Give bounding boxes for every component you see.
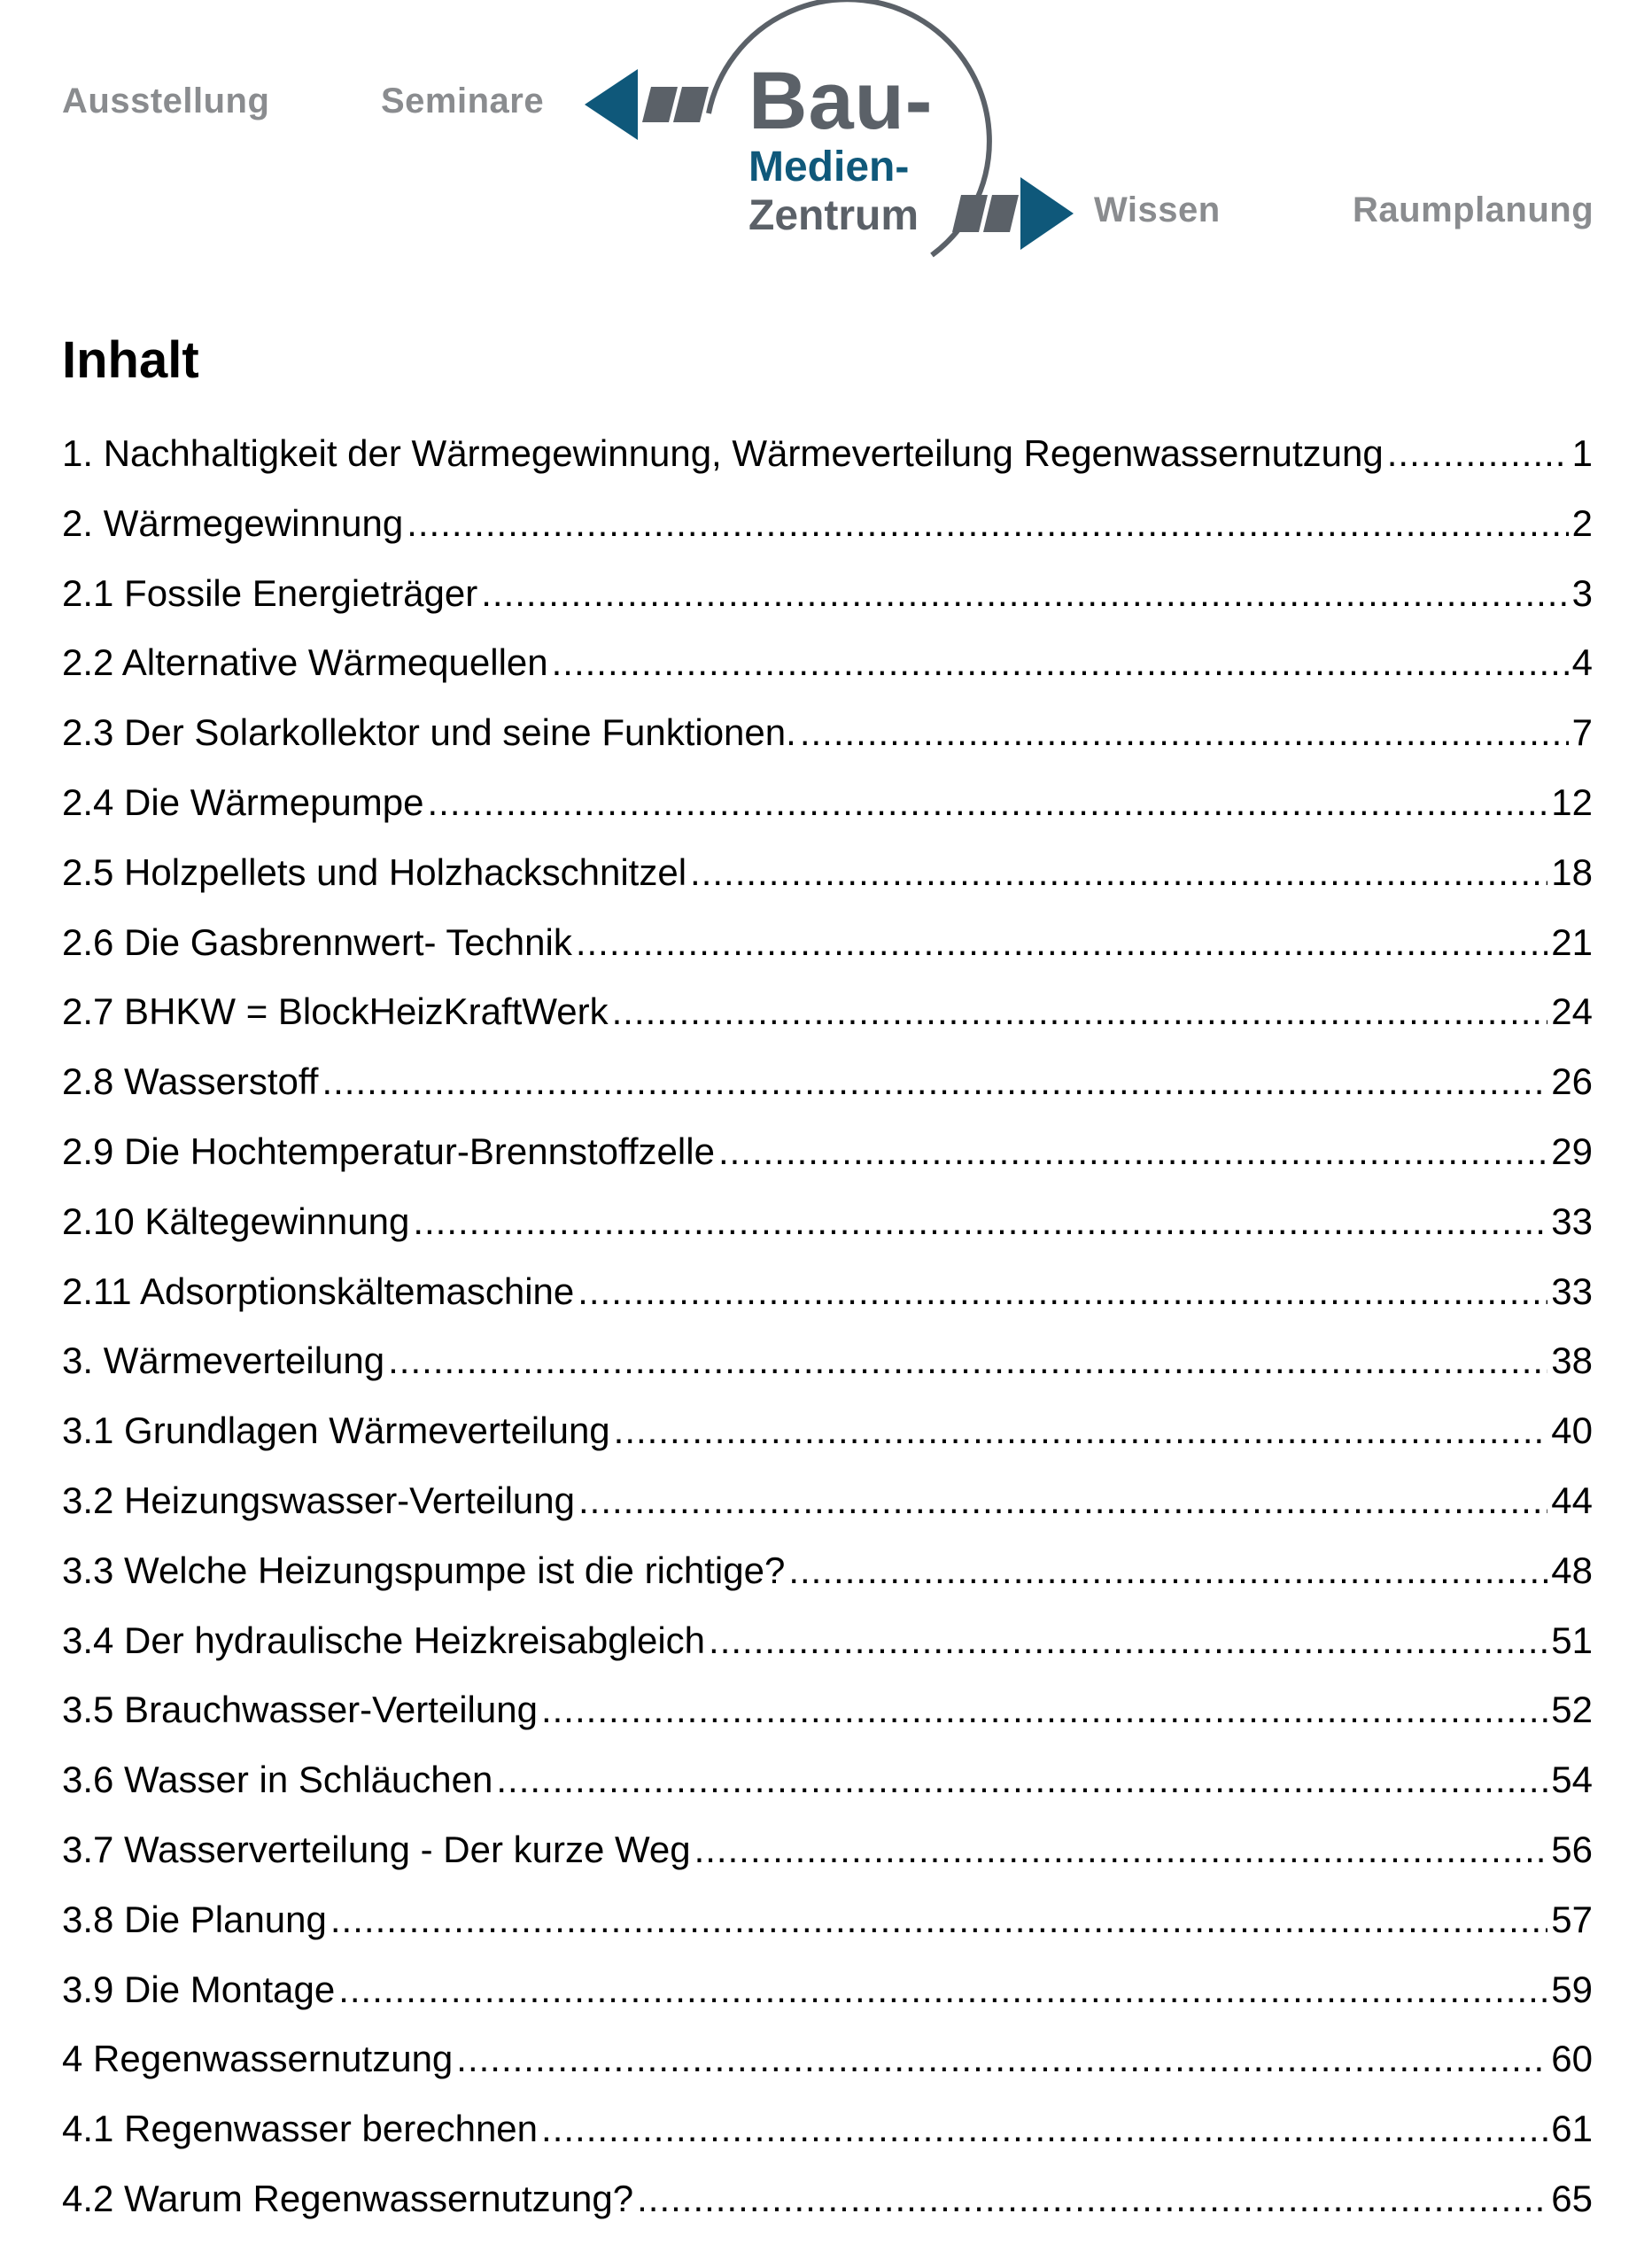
toc-dot-leader <box>481 572 1568 615</box>
logo-text-bau: Bau- <box>748 56 934 146</box>
toc-dot-leader <box>413 1200 1547 1243</box>
toc-entry-label: 1. Nachhaltigkeit der Wärmegewinnung, Wärmeverteilung Regenwassernutzung <box>62 432 1384 474</box>
toc-dot-leader <box>456 2038 1547 2080</box>
toc-page-number: 26 <box>1551 1060 1593 1103</box>
toc-entry[interactable] <box>62 1060 1593 1130</box>
toc-page-number: 44 <box>1551 1479 1593 1521</box>
toc-entry[interactable] <box>62 2178 1593 2248</box>
nav-link-wissen[interactable]: Wissen <box>1094 190 1221 229</box>
toc-entry[interactable] <box>62 1969 1593 2039</box>
toc-entry[interactable] <box>62 1829 1593 1899</box>
toc-page-number: 54 <box>1551 1759 1593 1801</box>
toc-page-number: 24 <box>1551 990 1593 1033</box>
toc-dot-leader <box>496 1759 1547 1801</box>
toc-entry-label: 2.7 BHKW = BlockHeizKraftWerk <box>62 990 609 1033</box>
toc-entry-label: 2.1 Fossile Energieträger <box>62 571 478 614</box>
toc-entry-label: 2.4 Die Wärmepumpe <box>62 781 424 823</box>
toc-page-number: 7 <box>1571 711 1593 754</box>
toc-entry[interactable] <box>62 1899 1593 1969</box>
toc-page-number: 29 <box>1551 1130 1593 1172</box>
table-of-contents <box>62 432 1593 2248</box>
toc-entry[interactable] <box>62 1550 1593 1619</box>
toc-entry-label: 3. Wärmeverteilung <box>62 1340 385 1382</box>
toc-page-number: 1 <box>1571 432 1593 474</box>
toc-entry-label: 4.1 Regenwasser berechnen <box>62 2108 539 2150</box>
toc-entry[interactable] <box>62 921 1593 991</box>
toc-entry[interactable] <box>62 572 1593 642</box>
toc-entry-label: 2. Wärmegewinnung <box>62 501 404 544</box>
logo-text-zentrum: Zentrum <box>748 192 919 239</box>
toc-page-number: 4 <box>1571 641 1593 684</box>
toc-entry[interactable] <box>62 711 1593 781</box>
toc-page-number: 57 <box>1551 1898 1593 1940</box>
toc-entry[interactable] <box>62 1689 1593 1759</box>
nav-link-seminare[interactable]: Seminare <box>381 82 545 120</box>
toc-entry-label: 2.6 Die Gasbrennwert- Technik <box>62 920 572 963</box>
toc-page-number: 3 <box>1571 571 1593 614</box>
toc-page-number: 40 <box>1551 1410 1593 1452</box>
toc-entry[interactable] <box>62 990 1593 1060</box>
toc-page-number: 51 <box>1551 1619 1593 1661</box>
toc-dot-leader <box>578 1270 1547 1313</box>
toc-entry[interactable] <box>62 1759 1593 1829</box>
toc-page-number: 2 <box>1571 501 1593 544</box>
toc-page-number: 33 <box>1551 1270 1593 1312</box>
toc-page-number: 21 <box>1551 920 1593 963</box>
toc-dot-leader <box>614 1410 1548 1452</box>
left-arrow-icon <box>585 69 709 140</box>
toc-dot-leader <box>428 781 1548 824</box>
toc-entry[interactable] <box>62 1200 1593 1270</box>
right-arrow-icon <box>952 177 1074 250</box>
toc-entry-label: 3.6 Wasser in Schläuchen <box>62 1759 493 1801</box>
toc-entry-label: 3.4 Der hydraulische Heizkreisabgleich <box>62 1619 706 1661</box>
toc-entry-label: 2.3 Der Solarkollektor und seine Funktionen. <box>62 711 796 754</box>
toc-entry[interactable] <box>62 1130 1593 1200</box>
toc-entry-label: 3.8 Die Planung <box>62 1898 327 1940</box>
toc-entry[interactable] <box>62 2108 1593 2178</box>
toc-dot-leader <box>552 641 1569 684</box>
toc-dot-leader <box>694 1829 1548 1871</box>
toc-page-number: 38 <box>1551 1340 1593 1382</box>
logo-text-medien: Medien- <box>748 144 910 190</box>
toc-entry[interactable] <box>62 1619 1593 1689</box>
toc-entry[interactable] <box>62 502 1593 572</box>
toc-entry[interactable] <box>62 641 1593 711</box>
toc-entry-label: 3.9 Die Montage <box>62 1968 336 2010</box>
toc-entry[interactable] <box>62 1410 1593 1480</box>
toc-dot-leader <box>637 2178 1547 2220</box>
toc-entry-label: 2.2 Alternative Wärmequellen <box>62 641 548 684</box>
toc-entry-label: 3.5 Brauchwasser-Verteilung <box>62 1689 538 1731</box>
toc-entry-label: 3.7 Wasserverteilung - Der kurze Weg <box>62 1828 691 1870</box>
toc-dot-leader <box>322 1060 1547 1103</box>
toc-dot-leader <box>576 921 1547 964</box>
toc-dot-leader <box>690 851 1547 894</box>
toc-page-number: 52 <box>1551 1689 1593 1731</box>
toc-dot-leader <box>541 1689 1547 1731</box>
toc-entry[interactable] <box>62 2038 1593 2108</box>
toc-page-number: 59 <box>1551 1968 1593 2010</box>
toc-entry[interactable] <box>62 432 1593 502</box>
toc-entry-label: 2.5 Holzpellets und Holzhackschnitzel <box>62 850 687 893</box>
toc-page-number: 48 <box>1551 1549 1593 1591</box>
toc-entry[interactable] <box>62 851 1593 921</box>
toc-entry-label: 4.2 Warum Regenwassernutzung? <box>62 2177 634 2219</box>
toc-dot-leader <box>338 1969 1547 2011</box>
nav-link-raumplanung[interactable]: Raumplanung <box>1353 190 1594 229</box>
toc-entry[interactable] <box>62 1480 1593 1550</box>
page-header <box>0 0 1652 310</box>
toc-page-number: 33 <box>1551 1200 1593 1242</box>
toc-entry-label: 2.8 Wasserstoff <box>62 1060 319 1103</box>
toc-entry[interactable] <box>62 1270 1593 1340</box>
toc-entry-label: 2.9 Die Hochtemperatur-Brennstoffzelle <box>62 1130 715 1172</box>
toc-entry[interactable] <box>62 781 1593 851</box>
toc-dot-leader <box>612 990 1548 1033</box>
toc-entry-label: 2.10 Kältegewinnung <box>62 1200 410 1242</box>
page-title: Inhalt <box>62 331 199 389</box>
toc-dot-leader <box>578 1480 1547 1522</box>
toc-entry[interactable] <box>62 1340 1593 1410</box>
toc-page-number: 65 <box>1551 2177 1593 2219</box>
toc-dot-leader <box>800 711 1569 754</box>
toc-dot-leader <box>1387 432 1569 475</box>
toc-entry-label: 2.11 Adsorptionskältemaschine <box>62 1270 575 1312</box>
toc-page-number: 18 <box>1551 850 1593 893</box>
toc-dot-leader <box>718 1130 1547 1173</box>
toc-entry-label: 3.3 Welche Heizungspumpe ist die richtige? <box>62 1549 786 1591</box>
toc-page-number: 60 <box>1551 2038 1593 2080</box>
toc-dot-leader <box>541 2108 1547 2150</box>
toc-dot-leader <box>407 502 1568 545</box>
toc-dot-leader <box>709 1619 1547 1662</box>
toc-entry-label: 3.2 Heizungswasser-Verteilung <box>62 1479 575 1521</box>
toc-dot-leader <box>388 1340 1547 1382</box>
toc-page-number: 61 <box>1551 2108 1593 2150</box>
toc-entry-label: 4 Regenwassernutzung <box>62 2038 454 2080</box>
toc-dot-leader <box>788 1550 1547 1592</box>
toc-entry-label: 3.1 Grundlagen Wärmeverteilung <box>62 1410 610 1452</box>
toc-page-number: 12 <box>1551 781 1593 823</box>
toc-page-number: 56 <box>1551 1828 1593 1870</box>
nav-link-ausstellung[interactable]: Ausstellung <box>62 82 270 120</box>
toc-dot-leader <box>330 1899 1547 1941</box>
